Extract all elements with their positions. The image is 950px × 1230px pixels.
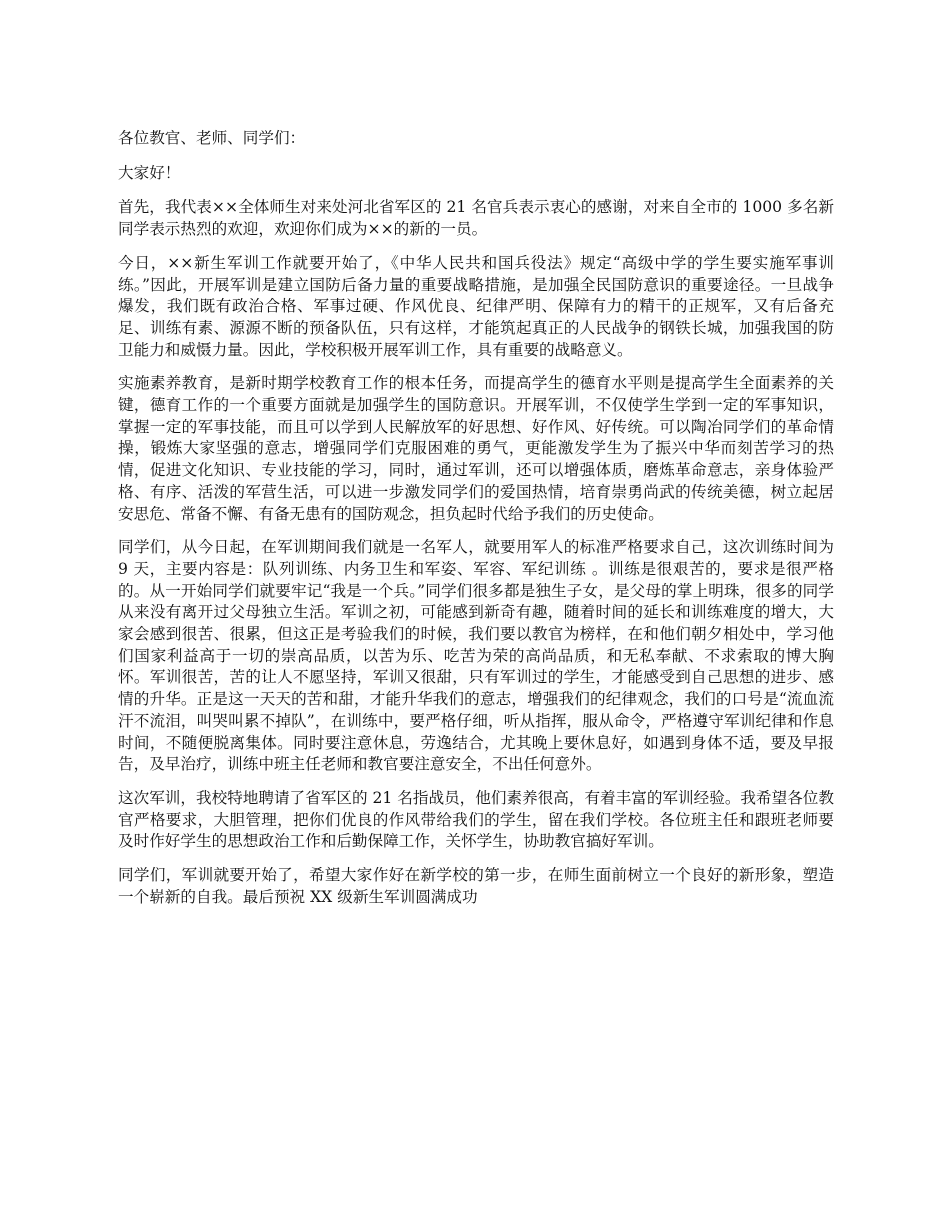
paragraph-training-requirements: 同学们，从今日起，在军训期间我们就是一名军人，就要用军人的标准严格要求自己，这次训练时间为 9 天，主要内容是：队列训练、内务卫生和军姿、军容、军纪训练 。训练是很艰苦的，要求是很严格的。从一开始同学们就要牢记“我是一个兵。”同学们很多都是独生子女，是父母的掌上明珠，很多的同学从来没有离开过父母独立生活。军训之初，可能感到新奇有趣，随着时间的延长和训练难度的增大，大家会感到很苦、很累，但这正是考验我们的时候，我们要以教官为榜样，在和他们朝夕相处中，学习他们国家利益高于一切的崇高品质，以苦为乐、吃苦为荣的高尚品质，和无私奉献、不求索取的博大胸怀。军训很苦，苦的让人不愿坚持，军训又很甜，只有军训过的学生，才能感受到自己思想的进步、感情的升华。正是这一天天的苦和甜，才能升华我们的意志，增强我们的纪律观念，我们的口号是“流血流汗不流泪，叫哭叫累不掉队”，在训练中，要严格仔细，听从指挥，服从命令，严格遵守军训纪律和作息时间，不随便脱离集体。同时要注意休息，劳逸结合，尤其晚上要休息好，如遇到身体不适，要及早报告，及早治疗，训练中班主任老师和教官要注意安全，不出任何意外。 (118, 538, 834, 774)
salutation: 各位教官、老师、同学们： (118, 129, 306, 147)
paragraph-military-training-significance: 今日，××新生军训工作就要开始了，《中华人民共和国兵役法》规定“高级中学的学生要实施军事训练。”因此，开展军训是建立国防后备力量的重要战略措施，是加强全民国防意识的重要途径。一旦战争爆发，我们既有政治合格、军事过硬、作风优良、纪律严明、保障有力的精干的正规军，又有后备充足、训练有素、源源不断的预备队伍，只有这样，才能筑起真正的人民战争的钢铁长城，加强我国的防卫能力和威慑力量。因此，学校积极开展军训工作，具有重要的战略意义。 (118, 253, 834, 359)
paragraph-instructors: 这次军训，我校特地聘请了省军区的 21 名指战员，他们素养很高，有着丰富的军训经验。我希望各位教官严格要求，大胆管理，把你们优良的作风带给我们的学生，留在我们学校。各位班主任和跟班老师要及时作好学生的思想政治工作和后勤保障工作，关怀学生，协助教官搞好军训。 (118, 788, 834, 851)
paragraph-opening-thanks: 首先，我代表××全体师生对来处河北省军区的 21 名官兵表示衷心的感谢，对来自全市的 1000 多名新同学表示热烈的欢迎，欢迎你们成为××的新的一员。 (118, 198, 834, 239)
paragraph-quality-education: 实施素养教育，是新时期学校教育工作的根本任务，而提高学生的德育水平则是提高学生全面素养的关键，德育工作的一个重要方面就是加强学生的国防意识。开展军训，不仅使学生学到一定的军事知识，掌握一定的军事技能，而且可以学到人民解放军的好思想、好作风、好传统。可以陶冶同学们的革命情操，锻炼大家坚强的意志，增强同学们克服困难的勇气，更能激发学生为了振兴中华而刻苦学习的热情，促进文化知识、专业技能的学习，同时，通过军训，还可以增强体质，磨炼革命意志，亲身体验严格、有序、活泼的军营生活，可以进一步激发同学们的爱国热情，培育崇勇尚武的传统美德，树立起居安思危、常备不懈、有备无患有的国防观念，担负起时代给予我们的历史使命。 (118, 374, 834, 523)
paragraph-closing-wishes: 同学们，军训就要开始了，希望大家作好在新学校的第一步，在师生面前树立一个良好的新形象，塑造一个崭新的自我。最后预祝 XX 级新生军训圆满成功 (118, 866, 834, 906)
greeting: 大家好！ (118, 163, 181, 182)
document-body (118, 128, 834, 921)
